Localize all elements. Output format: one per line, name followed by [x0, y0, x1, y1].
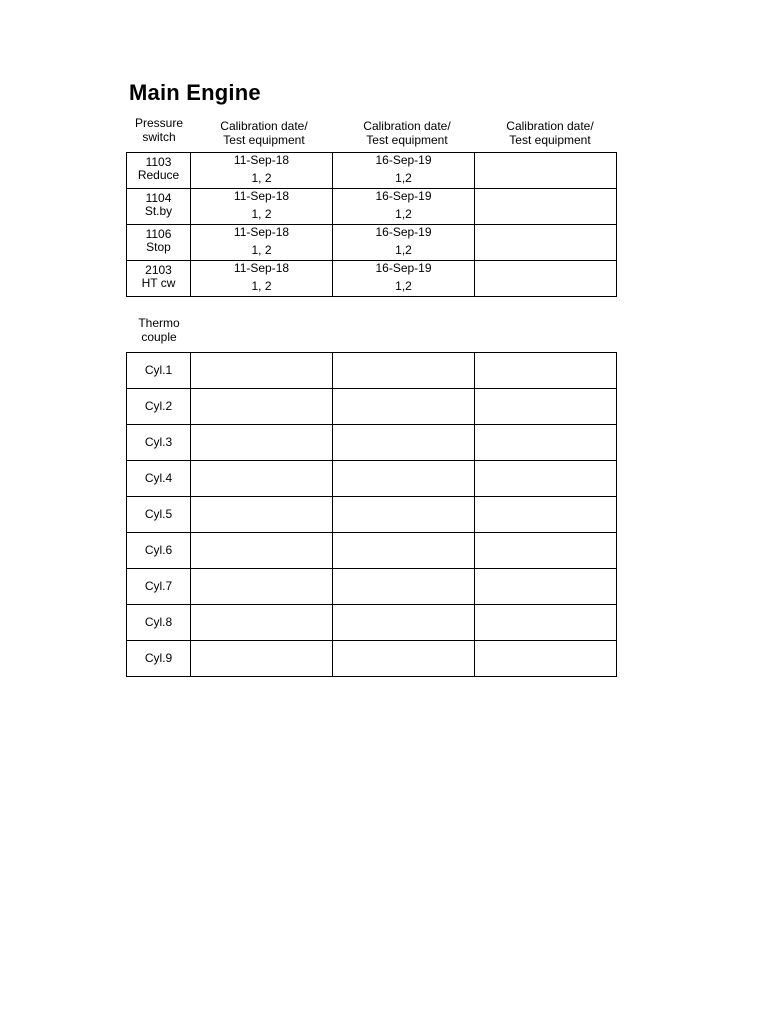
- calibration-cell-1-line1: 11-Sep-18: [233, 224, 290, 239]
- calibration-header-3: Calibration date/ Test equipment: [506, 119, 594, 147]
- cylinder-label-cell: Cyl.6: [127, 533, 191, 569]
- empty-cell: [333, 605, 475, 641]
- empty-cell: [191, 641, 333, 677]
- table-row: [127, 261, 617, 297]
- empty-cell: [191, 533, 333, 569]
- table-row: [127, 497, 617, 533]
- switch-label-cell-line2: HT cw: [141, 276, 176, 290]
- empty-cell: [475, 497, 617, 533]
- thermocouple-header: Thermo couple: [138, 316, 180, 344]
- calibration-cell-3: [475, 153, 617, 189]
- empty-cell: [475, 353, 617, 389]
- calibration-cell-2-line2: 1,2: [395, 242, 412, 257]
- empty-cell: [191, 389, 333, 425]
- calibration-cell-2-line1: 16-Sep-19: [375, 152, 432, 167]
- calibration-cell-2-line2: 1,2: [395, 170, 412, 185]
- cylinder-label-cell: Cyl.8: [127, 605, 191, 641]
- calibration-cell-2-line1: 16-Sep-19: [375, 224, 432, 239]
- table-row: [127, 569, 617, 605]
- table-row: [127, 225, 617, 261]
- table-row: [127, 189, 617, 225]
- calibration-header-2: Calibration date/ Test equipment: [363, 119, 451, 147]
- calibration-cell-1-line2: 1, 2: [251, 170, 272, 185]
- calibration-cell-3: [475, 225, 617, 261]
- calibration-cell-2: [333, 261, 475, 297]
- calibration-cell-1-line2: 1, 2: [251, 242, 272, 257]
- empty-cell: [333, 425, 475, 461]
- table-row: [127, 353, 617, 389]
- switch-label-cell: [127, 153, 191, 189]
- cylinder-label-cell: Cyl.5: [127, 497, 191, 533]
- table-row: [127, 605, 617, 641]
- calibration-cell-2-line1: 16-Sep-19: [375, 260, 432, 275]
- calibration-cell-2-line2: 1,2: [395, 206, 412, 221]
- table-row: [127, 153, 617, 189]
- empty-cell: [333, 497, 475, 533]
- cylinder-label-cell: Cyl.1: [127, 353, 191, 389]
- switch-label-cell-line2: St.by: [144, 204, 173, 218]
- calibration-cell-2: [333, 189, 475, 225]
- switch-label-cell-line1: 1106: [145, 227, 172, 241]
- calibration-cell-1-line2: 1, 2: [251, 206, 272, 221]
- calibration-cell-2-line2: 1,2: [395, 278, 412, 293]
- empty-cell: [475, 389, 617, 425]
- cylinder-label-cell: Cyl.7: [127, 569, 191, 605]
- calibration-cell-1: [191, 225, 333, 261]
- table-row: [127, 389, 617, 425]
- calibration-cell-1: [191, 153, 333, 189]
- calibration-cell-3: [475, 261, 617, 297]
- calibration-cell-1-line1: 11-Sep-18: [233, 260, 290, 275]
- pressure-switch-table: [126, 152, 617, 297]
- calibration-cell-1-line1: 11-Sep-18: [233, 188, 290, 203]
- cylinder-label-cell: Cyl.9: [127, 641, 191, 677]
- empty-cell: [475, 569, 617, 605]
- empty-cell: [333, 533, 475, 569]
- calibration-cell-1-line1: 11-Sep-18: [233, 152, 290, 167]
- empty-cell: [333, 569, 475, 605]
- empty-cell: [191, 461, 333, 497]
- empty-cell: [191, 353, 333, 389]
- empty-cell: [333, 353, 475, 389]
- empty-cell: [333, 641, 475, 677]
- pressure-switch-header: Pressure switch: [134, 116, 184, 144]
- cylinder-label-cell: Cyl.2: [127, 389, 191, 425]
- calibration-cell-2: [333, 225, 475, 261]
- thermocouple-table: [126, 352, 617, 677]
- page-title: Main Engine: [129, 80, 261, 105]
- switch-label-cell: [127, 261, 191, 297]
- empty-cell: [191, 569, 333, 605]
- empty-cell: [475, 641, 617, 677]
- calibration-cell-1: [191, 261, 333, 297]
- switch-label-cell: [127, 225, 191, 261]
- table-row: [127, 461, 617, 497]
- switch-label-cell-line2: Stop: [146, 240, 171, 254]
- empty-cell: [475, 425, 617, 461]
- calibration-cell-1: [191, 189, 333, 225]
- switch-label-cell-line2: Reduce: [137, 168, 180, 182]
- empty-cell: [333, 461, 475, 497]
- cylinder-label-cell: Cyl.3: [127, 425, 191, 461]
- empty-cell: [191, 605, 333, 641]
- switch-label-cell: [127, 189, 191, 225]
- empty-cell: [475, 605, 617, 641]
- calibration-cell-2-line1: 16-Sep-19: [375, 188, 432, 203]
- empty-cell: [191, 497, 333, 533]
- table-row: [127, 425, 617, 461]
- calibration-cell-1-line2: 1, 2: [251, 278, 272, 293]
- switch-label-cell-line1: 1103: [145, 155, 172, 169]
- calibration-cell-2: [333, 153, 475, 189]
- switch-label-cell-line1: 2103: [145, 263, 172, 277]
- table-row: [127, 533, 617, 569]
- table-row: [127, 641, 617, 677]
- empty-cell: [475, 461, 617, 497]
- switch-label-cell-line1: 1104: [145, 191, 172, 205]
- empty-cell: [191, 425, 333, 461]
- empty-cell: [475, 533, 617, 569]
- empty-cell: [333, 389, 475, 425]
- cylinder-label-cell: Cyl.4: [127, 461, 191, 497]
- calibration-cell-3: [475, 189, 617, 225]
- calibration-header-1: Calibration date/ Test equipment: [220, 119, 308, 147]
